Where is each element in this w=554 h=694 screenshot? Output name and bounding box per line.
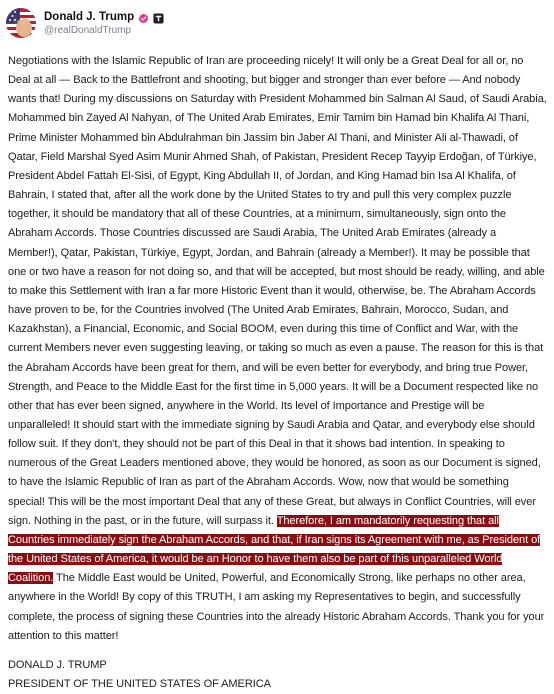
post-header	[6, 6, 164, 40]
post-body	[8, 52, 548, 694]
author-name-row	[44, 9, 164, 24]
post-text-highlighted: Therefore, I am mandatorily requesting that all Countries immediately sign the Abraham Accords, and that, if Iran signs its Agreement with me, as President of the United States of America, it would be an Honor to have them also be part of this unparalleled World Coalition.	[8, 514, 541, 585]
verified-badge-icon	[138, 11, 149, 22]
author-handle[interactable]: @realDonaldTrump	[44, 25, 132, 36]
avatar-flag-image	[6, 8, 36, 38]
signature-title: PRESIDENT OF THE UNITED STATES OF AMERICA	[8, 677, 271, 690]
profile-avatar[interactable]	[6, 8, 36, 38]
author-display-name[interactable]: Donald J. Trump	[44, 10, 135, 23]
post-signature	[8, 656, 548, 694]
post-text	[8, 52, 548, 646]
truth-social-badge-icon	[153, 11, 164, 22]
author-info	[44, 9, 164, 37]
signature-name: DONALD J. TRUMP	[8, 658, 107, 671]
post-text-after-highlight: The Middle East would be United, Powerful, and Economically Strong, like perhaps no other area, anywhere in the World! By copy of this TRUTH, I am asking my Representatives to begin, and successfully complete, the process of signing these Countries into the already Historic Abraham Accords. Thank you for your attention to this matter!	[8, 572, 545, 642]
post-text-before-highlight: Negotiations with the Islamic Republic of Iran are proceeding nicely! It will only be a Great Deal for all or, no Deal at all — Back to the Battlefront and shooting, but bigger and stronger than ever before — And nobody wants that! During my discussions on Saturday with President Mohammed bin Salman Al Saud, of Saudi Arabia, Mohammed bin Zayed Al Nahyan, of The United Arab Emirates, Emir Tamim bin Hamad bin Khalifa Al Thani, Prime Minister Mohammed bin Abdulrahman bin Jassim bin Jaber Al Thani, and Minister Ali al-Thawadi, of Qatar, Field Marshal Syed Asim Munir Ahmed Shah, of Pakistan, President Recep Tayyip Erdoğan, of Türkiye, President Abdel Fattah El-Sisi, of Egypt, King Abdullah II, of Jordan, and King Hamad bin Isa Al Khalifa, of Bahrain, I stated that, after all the work done by the United States to try and pull this very complex puzzle together, it should be mandatory that all of these Countries, at a minimum, simultaneously, sign onto the Abraham Accords. Those Countries discussed are Saudi Arabia, The United Arab Emirates (already a Member!), Qatar, Pakistan, Türkiye, Egypt, Jordan, and Bahrain (already a Member!). It may be possible that one or two have a reason for not doing so, and that will be accepted, but most should be ready, willing, and able to make this Settlement with Iran a far more Historic Event than it would, otherwise, be. The Abraham Accords have proven to be, for the Countries involved (The United Arab Emirates, Bahrain, Morocco, Sudan, and Kazakhstan), a Financial, Economic, and Social BOOM, even during this time of Conflict and War, with the current Members never even suggesting leaving, or taking so much as even a pause. The reason for this is that the Abraham Accords have been great for them, and will be even better for everybody, and bring true Power, Strength, and Peace to the Middle East for the first time in 5,000 years. It will be a Document respected like no other that has ever been signed, anywhere in the World. Its level of Importance and Prestige will be unparalleled! It should start with the immediate signing by Saudi Arabia and Qatar, and everybody else should follow suit. If they don't, they should not be part of this Deal in that it shows bad intention. In speaking to numerous of the Great Leaders mentioned above, they would be honored, as soon as our Document is signed, to have the Islamic Republic of Iran as part of the Abraham Accords. Wow, now that would be something special! This will be the most important Deal that any of these Great, but always in Conflict Countries, will ever sign. Nothing in the past, or in the future, will surpass it.	[8, 55, 547, 527]
